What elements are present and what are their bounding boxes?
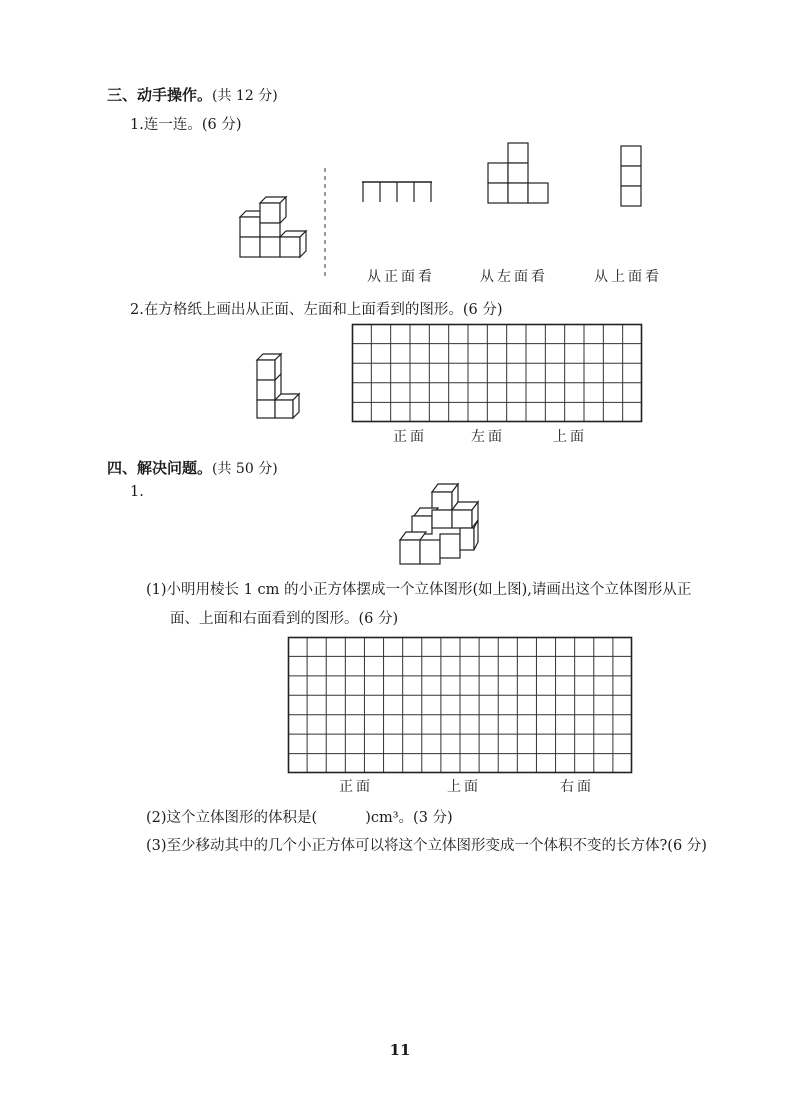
question-4-1-sub1-line2: 面、上面和右面看到的图形。(6 分) — [170, 611, 399, 627]
sub2-prefix: (2)这个立体图形的体积是( — [146, 810, 318, 826]
grid-paper-q4[interactable] — [288, 637, 634, 775]
question-4-1-number: 1. — [130, 484, 144, 500]
grid-label-front: 正面 — [393, 429, 427, 445]
grid-paper-q2[interactable] — [352, 324, 644, 424]
view-label-left: 从左面看 — [480, 269, 548, 285]
section-3-score: (共 12 分) — [212, 88, 278, 104]
question-4-1-sub3: (3)至少移动其中的几个小正方体可以将这个立体图形变成一个体积不变的长方体?(6 分) — [146, 838, 707, 854]
section-4-title: 四、解决问题。 — [107, 459, 213, 477]
question-3-2-label: 2.在方格纸上画出从正面、左面和上面看到的图形。(6 分) — [130, 302, 503, 318]
question-4-1-sub2 — [146, 806, 453, 827]
view-option-a — [362, 180, 434, 204]
l-shape-figure — [255, 352, 303, 420]
cube-stack-figure — [238, 193, 310, 269]
view-label-front: 从正面看 — [367, 269, 435, 285]
cube-stack-cubes — [240, 197, 306, 257]
section-3-heading — [107, 84, 278, 105]
section-4-heading — [107, 457, 278, 478]
grid4-label-right: 右面 — [560, 779, 594, 795]
stepped-cube-figure — [398, 478, 488, 570]
grid-lines-q2 — [352, 324, 642, 422]
question-3-1-label: 1.连一连。(6 分) — [130, 117, 242, 133]
grid4-label-front: 正面 — [339, 779, 373, 795]
page-number: 11 — [389, 1041, 411, 1059]
question-4-1-sub1-line1: (1)小明用棱长 1 cm 的小正方体摆成一个立体图形(如上图),请画出这个立体图形从正 — [146, 582, 692, 598]
view-option-b — [487, 142, 551, 206]
sub2-suffix: )cm³。(3 分) — [365, 810, 453, 826]
section-3-title: 三、动手操作。 — [107, 86, 213, 104]
view-option-c — [620, 145, 644, 209]
dashed-separator — [323, 168, 327, 278]
view-label-top: 从上面看 — [594, 269, 662, 285]
grid-label-left: 左面 — [471, 429, 505, 445]
section-4-score: (共 50 分) — [212, 461, 278, 477]
grid-lines-q4 — [288, 637, 632, 773]
grid4-label-top: 上面 — [447, 779, 481, 795]
grid-label-top: 上面 — [553, 429, 587, 445]
